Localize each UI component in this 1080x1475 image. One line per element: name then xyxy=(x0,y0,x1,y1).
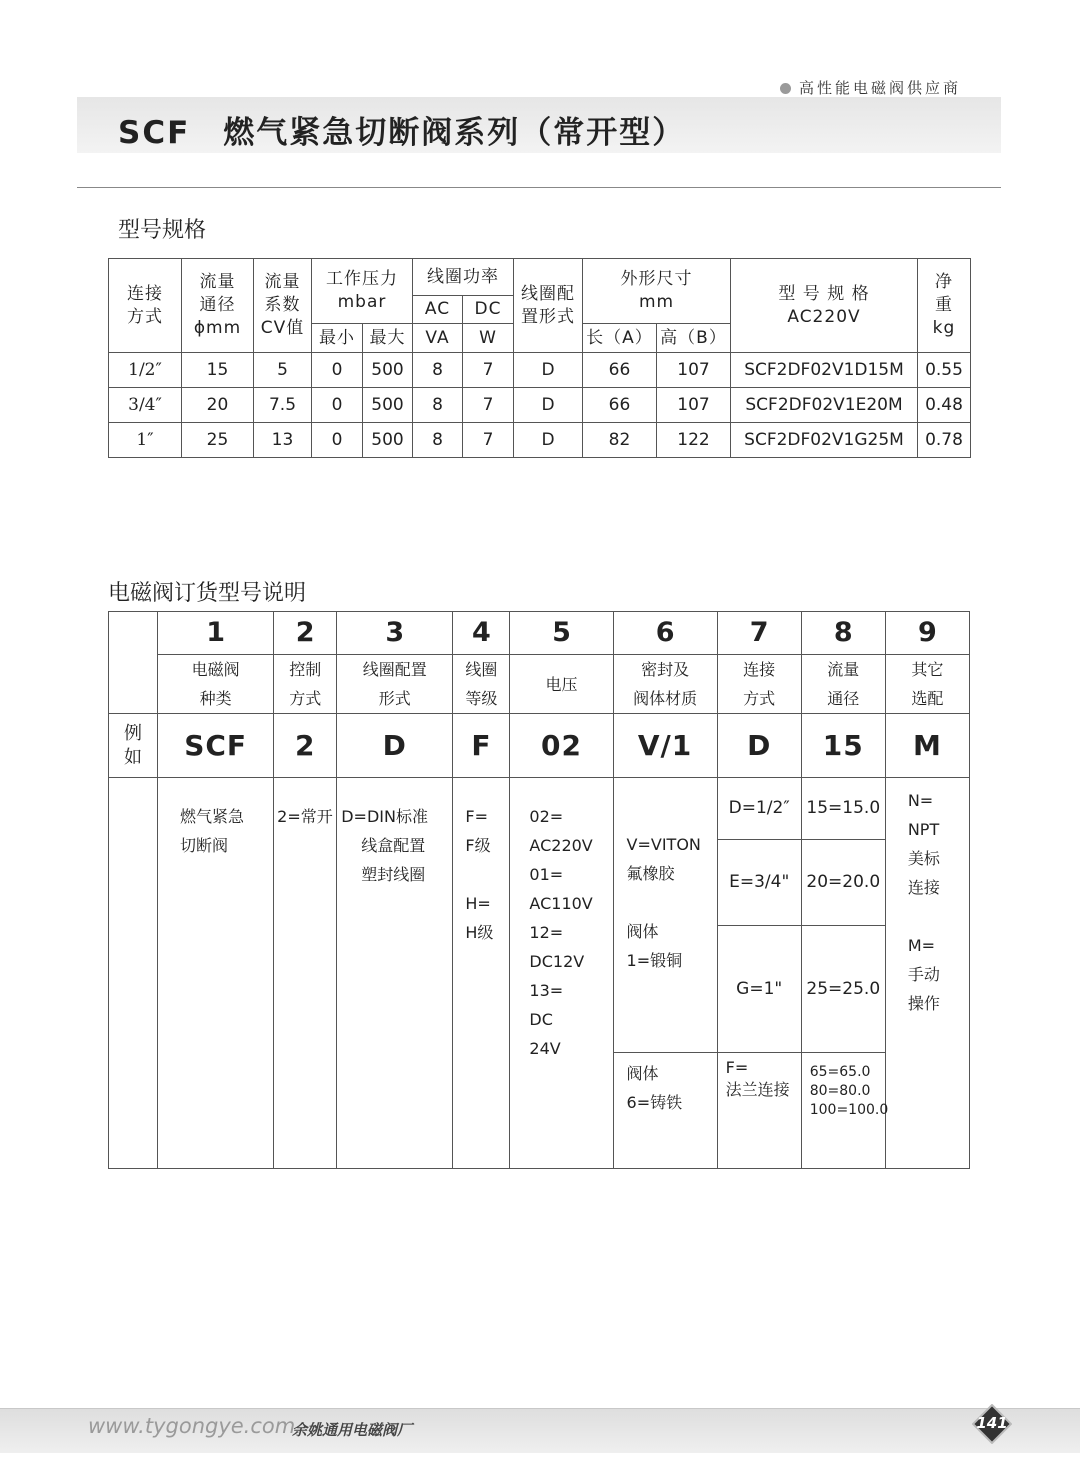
cell-model: SCF2DF02V1D15M xyxy=(731,353,918,388)
hdr-va: VA xyxy=(413,324,463,353)
example-code: SCF xyxy=(158,714,274,778)
spec-table xyxy=(108,258,971,458)
header-rule xyxy=(77,187,1001,188)
hdr-model: 型 号 规 格 AC220V xyxy=(731,259,918,353)
hdr-weight: 净 重 kg xyxy=(918,259,971,353)
detail-connection: G=1" xyxy=(717,926,801,1053)
hdr-ac: AC xyxy=(413,296,463,324)
corner-cell xyxy=(109,612,158,714)
detail-diameter: 25=25.0 xyxy=(801,926,885,1053)
example-label: 例 如 xyxy=(109,714,158,778)
hdr-coil-power: 线圈功率 xyxy=(413,259,514,296)
detail-connection: E=3/4" xyxy=(717,840,801,926)
hdr-connection: 连接 方式 xyxy=(109,259,182,353)
hdr-dc: DC xyxy=(463,296,514,324)
tagline-text: 高性能电磁阀供应商 xyxy=(799,79,962,97)
cell-model: SCF2DF02V1G25M xyxy=(731,423,918,458)
cell-diameter: 15 xyxy=(182,353,254,388)
position-label: 密封及 阀体材质 xyxy=(613,655,717,714)
cell-diameter: 25 xyxy=(182,423,254,458)
detail-seal-upper: V=VITON 氟橡胶 阀体 1=锻铜 xyxy=(613,778,717,1053)
cell-coil: D xyxy=(514,353,583,388)
table-row xyxy=(109,423,971,458)
cell-length: 82 xyxy=(583,423,657,458)
position-number: 6 xyxy=(613,612,717,655)
footer-company: 余姚通用电磁阀厂 xyxy=(292,1421,413,1439)
cell-diameter: 20 xyxy=(182,388,254,423)
cell-pressure-max: 500 xyxy=(363,423,413,458)
hdr-pressure: 工作压力 mbar xyxy=(312,259,413,324)
detail-type: 燃气紧急 切断阀 xyxy=(158,778,274,1169)
order-heading: 电磁阀订货型号说明 xyxy=(108,581,307,606)
cell-ac: 8 xyxy=(413,353,463,388)
detail-connection: D=1/2″ xyxy=(717,778,801,840)
example-code: D xyxy=(717,714,801,778)
hdr-height: 高（B） xyxy=(657,324,731,353)
position-number: 7 xyxy=(717,612,801,655)
cell-dc: 7 xyxy=(463,423,514,458)
detail-seal-lower: 阀体 6=铸铁 xyxy=(613,1053,717,1169)
cell-weight: 0.55 xyxy=(918,353,971,388)
hdr-cv: 流量 系数 CV值 xyxy=(254,259,312,353)
detail-voltage: 02= AC220V 01= AC110V 12= DC12V 13= DC 24V xyxy=(510,778,613,1169)
example-code: 02 xyxy=(510,714,613,778)
position-label: 线圈配置 形式 xyxy=(337,655,453,714)
detail-control: 2=常开 xyxy=(274,778,337,1169)
footer-url: www.tygongye.com xyxy=(88,1414,296,1438)
detail-spacer xyxy=(109,778,158,1169)
cell-pressure-max: 500 xyxy=(363,388,413,423)
position-number: 9 xyxy=(885,612,969,655)
example-code: F xyxy=(453,714,510,778)
cell-pressure-min: 0 xyxy=(312,423,363,458)
cell-cv: 7.5 xyxy=(254,388,312,423)
cell-pressure-min: 0 xyxy=(312,353,363,388)
example-code: 2 xyxy=(274,714,337,778)
page-number: 141 xyxy=(976,1414,1008,1432)
cell-weight: 0.78 xyxy=(918,423,971,458)
position-number: 1 xyxy=(158,612,274,655)
cell-pressure-max: 500 xyxy=(363,353,413,388)
position-number: 5 xyxy=(510,612,613,655)
example-code: D xyxy=(337,714,453,778)
hdr-dimensions: 外形尺寸 mm xyxy=(583,259,731,324)
hdr-pressure-min: 最小 xyxy=(312,324,363,353)
detail-connection-flange: F= 法兰连接 xyxy=(717,1053,801,1169)
hdr-diameter: 流量 通径 ϕmm xyxy=(182,259,254,353)
position-label: 电磁阀 种类 xyxy=(158,655,274,714)
cell-dc: 7 xyxy=(463,388,514,423)
cell-height: 107 xyxy=(657,388,731,423)
cell-dc: 7 xyxy=(463,353,514,388)
hdr-coil-config: 线圈配 置形式 xyxy=(514,259,583,353)
hdr-pressure-max: 最大 xyxy=(363,324,413,353)
bullet-icon xyxy=(780,83,791,94)
table-row xyxy=(109,388,971,423)
cell-cv: 13 xyxy=(254,423,312,458)
order-code-table xyxy=(108,611,970,1169)
position-number: 8 xyxy=(801,612,885,655)
position-label: 电压 xyxy=(510,655,613,714)
tagline xyxy=(780,77,961,98)
detail-coil-class: F= F级 H= H级 xyxy=(453,778,510,1169)
example-code: 15 xyxy=(801,714,885,778)
hdr-w: W xyxy=(463,324,514,353)
position-number: 3 xyxy=(337,612,453,655)
table-row xyxy=(109,353,971,388)
position-label: 其它 选配 xyxy=(885,655,969,714)
cell-ac: 8 xyxy=(413,388,463,423)
spec-heading: 型号规格 xyxy=(118,218,207,243)
cell-coil: D xyxy=(514,423,583,458)
detail-diameter-flange: 65=65.0 80=80.0 100=100.0 xyxy=(801,1053,885,1169)
cell-height: 107 xyxy=(657,353,731,388)
detail-options: N= NPT 美标 连接 M= 手动 操作 xyxy=(885,778,969,1169)
cell-coil: D xyxy=(514,388,583,423)
cell-pressure-min: 0 xyxy=(312,388,363,423)
position-label: 连接 方式 xyxy=(717,655,801,714)
position-label: 线圈 等级 xyxy=(453,655,510,714)
example-code: V/1 xyxy=(613,714,717,778)
detail-diameter: 15=15.0 xyxy=(801,778,885,840)
hdr-length: 长（A） xyxy=(583,324,657,353)
cell-weight: 0.48 xyxy=(918,388,971,423)
position-label: 流量 通径 xyxy=(801,655,885,714)
position-number: 2 xyxy=(274,612,337,655)
cell-length: 66 xyxy=(583,388,657,423)
detail-coil-config: D=DIN标准 线盒配置 塑封线圈 xyxy=(337,778,453,1169)
cell-cv: 5 xyxy=(254,353,312,388)
cell-ac: 8 xyxy=(413,423,463,458)
position-number: 4 xyxy=(453,612,510,655)
cell-connection: 3/4″ xyxy=(109,388,182,423)
example-code: M xyxy=(885,714,969,778)
cell-connection: 1″ xyxy=(109,423,182,458)
cell-model: SCF2DF02V1E20M xyxy=(731,388,918,423)
cell-height: 122 xyxy=(657,423,731,458)
detail-diameter: 20=20.0 xyxy=(801,840,885,926)
page-title: SCF 燃气紧急切断阀系列（常开型） xyxy=(118,115,686,151)
cell-length: 66 xyxy=(583,353,657,388)
cell-connection: 1/2″ xyxy=(109,353,182,388)
position-label: 控制 方式 xyxy=(274,655,337,714)
